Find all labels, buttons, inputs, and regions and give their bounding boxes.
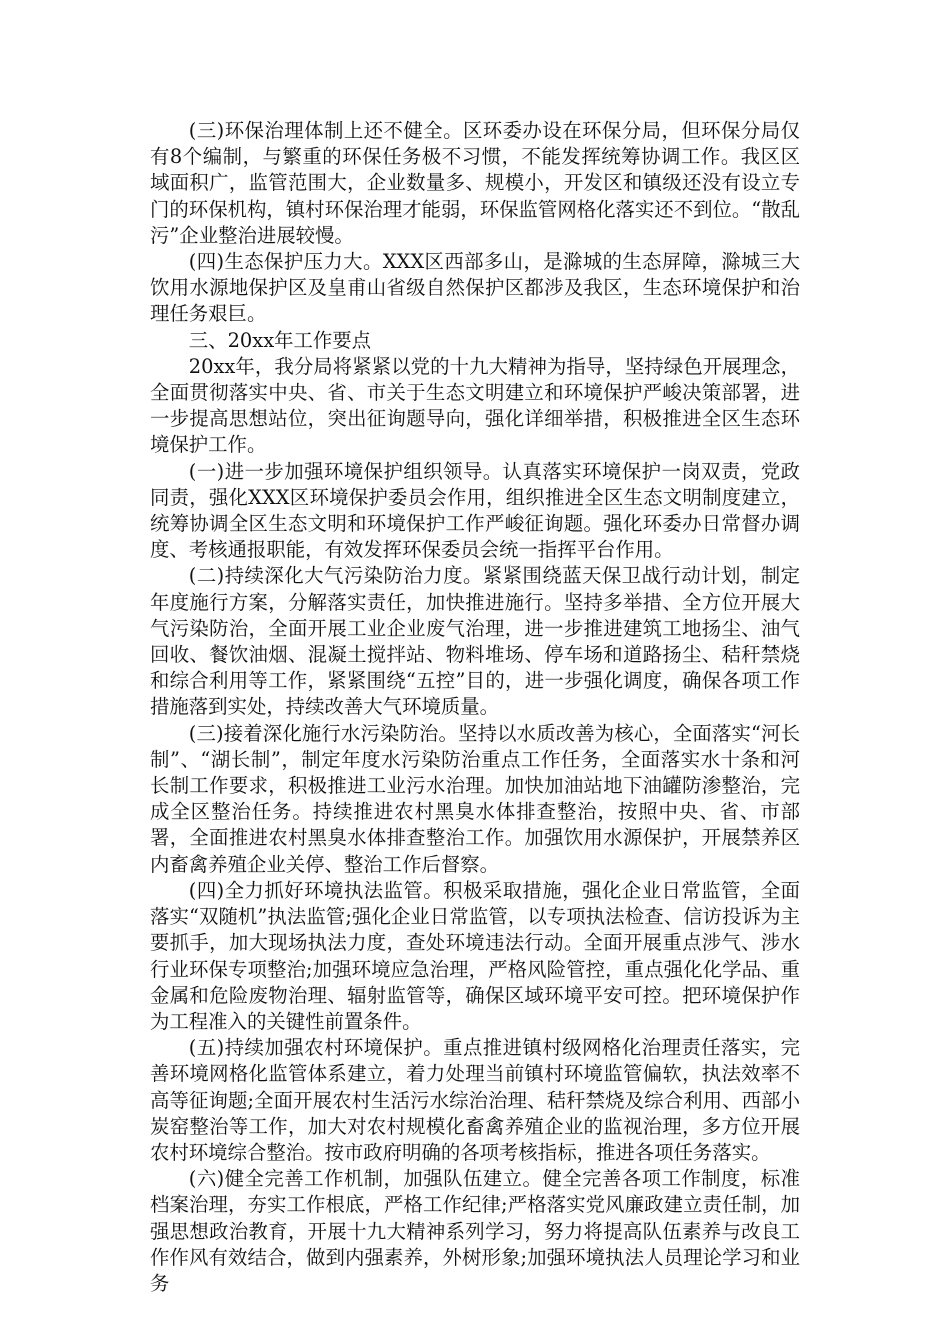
paragraph-item-6: (六)健全完善工作机制，加强队伍建立。健全完善各项工作制度，标准档案治理，夯实工作根底，严格工作纪律;严格落实党风廉政建立责任制，加强思想政治教育，开展十九大精神系列学习，努力将提高队伍素养与改良工作作风有效结合，做到内强素养，外树形象;加强环境执法人员理论学习和业务 bbox=[150, 1167, 800, 1295]
paragraph-item-3: (三)接着深化施行水污染防治。坚持以水质改善为核心，全面落实“河长制”、“湖长制”，制定年度水污染防治重点工作任务，全面落实水十条和河长制工作要求，积极推进工业污水治理。加快加油站地下油罐防渗整治，完成全区整治任务。持续推进农村黑臭水体排查整治，按照中央、省、市部署，全面推进农村黑臭水体排查整治工作。加强饮用水源保护，开展禁养区内畜禽养殖企业关停、整治工作后督察。 bbox=[150, 721, 800, 876]
paragraph-item-4: (四)全力抓好环境执法监管。积极采取措施，强化企业日常监管，全面落实“双随机”执法监管;强化企业日常监管，以专项执法检查、信访投诉为主要抓手，加大现场执法力度，查处环境违法行动。全面开展重点涉气、涉水行业环保专项整治;加强环境应急治理，严格风险管控，重点强化化学品、重金属和危险废物治理、辐射监管等，确保区域环境平安可控。把环境保护作为工程准入的关键性前置条件。 bbox=[150, 878, 800, 1033]
paragraph-item-1: (一)进一步加强环境保护组织领导。认真落实环境保护一岗双责，党政同责，强化XXX区环境保护委员会作用，组织推进全区生态文明制度建立，统筹协调全区生态文明和环境保护工作严峻征询题。强化环委办日常督办调度、考核通报职能，有效发挥环保委员会统一指挥平台作用。 bbox=[150, 459, 800, 562]
paragraph-3-institution: (三)环保治理体制上还不健全。区环委办设在环保分局，但环保分局仅有8个编制，与繁重的环保任务极不习惯，不能发挥统筹协调工作。我区区域面积广，监管范围大，企业数量多、规模小，开发区和镇级还没有设立专门的环保机构，镇村环保治理才能弱，环保监管网格化落实还不到位。“散乱污”企业整治进展较慢。 bbox=[150, 119, 800, 247]
section-heading-3: 三、20xx年工作要点 bbox=[188, 328, 372, 352]
paragraph-item-2: (二)持续深化大气污染防治力度。紧紧围绕蓝天保卫战行动计划，制定年度施行方案，分解落实责任，加快推进施行。坚持多举措、全方位开展大气污染防治，全面开展工业企业废气治理，进一步推进建筑工地扬尘、油气回收、餐饮油烟、混凝土搅拌站、物料堆场、停车场和道路扬尘、秸秆禁烧和综合利用等工作，紧紧围绕“五控”目的，进一步强化调度，确保各项工作措施落到实处，持续改善大气环境质量。 bbox=[150, 564, 800, 719]
paragraph-4-ecology: (四)生态保护压力大。XXX区西部多山，是滁城的生态屏障，滁城三大饮用水源地保护区及皇甫山省级自然保护区都涉及我区，生态环境保护和治理任务艰巨。 bbox=[150, 250, 800, 326]
paragraph-item-5: (五)持续加强农村环境保护。重点推进镇村级网格化治理责任落实，完善环境网格化监管体系建立，着力处理当前镇村环境监管偏软，执法效率不高等征询题;全面开展农村生活污水综治治理、秸秆禁烧及综合利用、西部小炭窑整治等工作，加大对农村规模化畜禽养殖企业的监视治理，多方位开展农村环境综合整治。按市政府明确的各项考核指标，推进各项任务落实。 bbox=[150, 1036, 800, 1164]
paragraph-intro: 20xx年，我分局将紧紧以党的十九大精神为指导，坚持绿色开展理念，全面贯彻落实中央、省、市关于生态文明建立和环境保护严峻决策部署，进一步提高思想站位，突出征询题导向，强化详细举措，积极推进全区生态环境保护工作。 bbox=[150, 354, 800, 457]
